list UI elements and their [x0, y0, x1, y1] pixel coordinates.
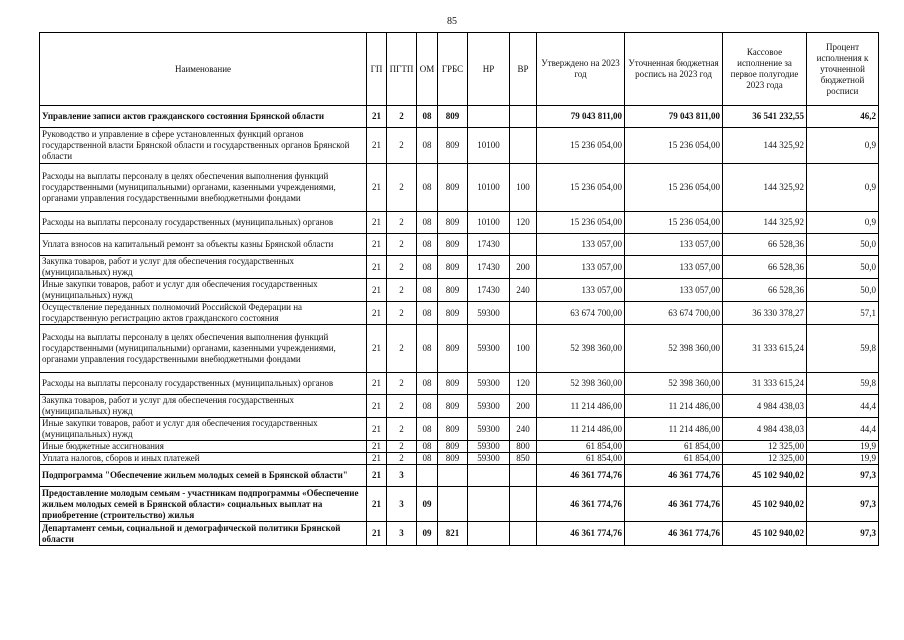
page-number: 85 — [447, 16, 457, 27]
cell-ppgp: 2 — [387, 106, 417, 128]
cell-approved: 15 236 054,00 — [537, 164, 625, 212]
cell-ppgp: 2 — [387, 128, 417, 164]
cell-approved: 61 854,00 — [537, 441, 625, 453]
cell-name: Закупка товаров, работ и услуг для обеспечения государственных (муниципальных) нужд — [40, 395, 367, 418]
cell-percent: 50,0 — [807, 279, 879, 302]
cell-percent: 97,3 — [807, 465, 879, 487]
header-om: ОМ — [417, 33, 438, 106]
cell-ppgp: 2 — [387, 373, 417, 395]
cell-ppgp: 2 — [387, 234, 417, 256]
cell-np: 59300 — [468, 325, 510, 373]
table-row — [40, 279, 879, 302]
cell-np: 17430 — [468, 256, 510, 279]
cell-name: Департамент семьи, социальной и демографической политики Брянской области — [40, 522, 367, 546]
table-row — [40, 128, 879, 164]
cell-approved: 133 057,00 — [537, 234, 625, 256]
cell-grbs: 809 — [438, 106, 468, 128]
cell-vr: 800 — [510, 441, 537, 453]
cell-vr — [510, 234, 537, 256]
cell-percent: 59,8 — [807, 373, 879, 395]
cell-ppgp: 3 — [387, 487, 417, 522]
cell-refined: 11 214 486,00 — [625, 418, 723, 441]
table-row — [40, 441, 879, 453]
cell-grbs: 809 — [438, 418, 468, 441]
cell-np — [468, 487, 510, 522]
cell-cash: 36 330 378,27 — [723, 302, 807, 325]
cell-om: 08 — [417, 256, 438, 279]
cell-gp: 21 — [367, 302, 387, 325]
cell-om: 08 — [417, 234, 438, 256]
cell-percent: 46,2 — [807, 106, 879, 128]
cell-refined: 79 043 811,00 — [625, 106, 723, 128]
cell-name: Расходы на выплаты персоналу в целях обеспечения выполнения функций государственными (муниципальными) органами, казенными учреждениями, органами управления государственными внебюджетными фондами — [40, 164, 367, 212]
cell-grbs: 809 — [438, 441, 468, 453]
cell-gp: 21 — [367, 487, 387, 522]
cell-refined: 11 214 486,00 — [625, 395, 723, 418]
cell-name: Руководство и управление в сфере установленных функций органов государственной власти Брянской области и государственных органов Брянской области — [40, 128, 367, 164]
cell-approved: 61 854,00 — [537, 453, 625, 465]
header-row — [40, 33, 879, 106]
cell-name: Расходы на выплаты персоналу государственных (муниципальных) органов — [40, 212, 367, 234]
cell-cash: 45 102 940,02 — [723, 522, 807, 546]
cell-cash: 36 541 232,55 — [723, 106, 807, 128]
cell-gp: 21 — [367, 256, 387, 279]
cell-np: 59300 — [468, 373, 510, 395]
cell-grbs: 809 — [438, 373, 468, 395]
cell-cash: 4 984 438,03 — [723, 395, 807, 418]
cell-ppgp: 2 — [387, 395, 417, 418]
cell-refined: 61 854,00 — [625, 441, 723, 453]
table-row — [40, 418, 879, 441]
table-row — [40, 487, 879, 522]
cell-name: Расходы на выплаты персоналу в целях обеспечения выполнения функций государственными (муниципальными) органами, казенными учреждениями, органами управления государственными внебюджетными фондами — [40, 325, 367, 373]
table-row — [40, 395, 879, 418]
cell-refined: 61 854,00 — [625, 453, 723, 465]
cell-gp: 21 — [367, 279, 387, 302]
cell-gp: 21 — [367, 418, 387, 441]
cell-grbs: 809 — [438, 279, 468, 302]
cell-vr: 100 — [510, 164, 537, 212]
cell-vr: 120 — [510, 212, 537, 234]
cell-np: 10100 — [468, 212, 510, 234]
cell-approved: 15 236 054,00 — [537, 128, 625, 164]
cell-cash: 45 102 940,02 — [723, 465, 807, 487]
cell-np: 59300 — [468, 395, 510, 418]
cell-approved: 52 398 360,00 — [537, 325, 625, 373]
cell-vr — [510, 128, 537, 164]
cell-cash: 66 528,36 — [723, 256, 807, 279]
cell-np: 17430 — [468, 234, 510, 256]
cell-om: 08 — [417, 106, 438, 128]
table-row — [40, 522, 879, 546]
cell-vr: 200 — [510, 256, 537, 279]
table-row — [40, 164, 879, 212]
cell-refined: 46 361 774,76 — [625, 465, 723, 487]
header-approved: Утверждено на 2023 год — [537, 33, 625, 106]
cell-approved: 79 043 811,00 — [537, 106, 625, 128]
cell-cash: 31 333 615,24 — [723, 325, 807, 373]
cell-percent: 57,1 — [807, 302, 879, 325]
table-row — [40, 325, 879, 373]
cell-approved: 133 057,00 — [537, 279, 625, 302]
cell-om: 08 — [417, 441, 438, 453]
table-row — [40, 106, 879, 128]
cell-gp: 21 — [367, 465, 387, 487]
header-cash: Кассовое исполнение за первое полугодие 2023 года — [723, 33, 807, 106]
cell-np: 10100 — [468, 128, 510, 164]
cell-vr — [510, 302, 537, 325]
cell-gp: 21 — [367, 325, 387, 373]
cell-np — [468, 106, 510, 128]
cell-approved: 52 398 360,00 — [537, 373, 625, 395]
cell-gp: 21 — [367, 373, 387, 395]
table-row — [40, 212, 879, 234]
cell-cash: 31 333 615,24 — [723, 373, 807, 395]
cell-ppgp: 3 — [387, 522, 417, 546]
cell-refined: 15 236 054,00 — [625, 164, 723, 212]
cell-gp: 21 — [367, 164, 387, 212]
cell-grbs: 809 — [438, 212, 468, 234]
cell-name: Иные закупки товаров, работ и услуг для обеспечения государственных (муниципальных) нужд — [40, 279, 367, 302]
cell-grbs: 809 — [438, 256, 468, 279]
cell-om: 08 — [417, 395, 438, 418]
cell-grbs: 809 — [438, 302, 468, 325]
cell-np: 17430 — [468, 279, 510, 302]
table-row — [40, 234, 879, 256]
cell-name: Осуществление переданных полномочий Российской Федерации на государственную регистрацию актов гражданского состояния — [40, 302, 367, 325]
cell-vr: 200 — [510, 395, 537, 418]
cell-percent: 19,9 — [807, 441, 879, 453]
table-row — [40, 302, 879, 325]
cell-grbs: 821 — [438, 522, 468, 546]
cell-vr: 850 — [510, 453, 537, 465]
cell-ppgp: 2 — [387, 164, 417, 212]
cell-np — [468, 465, 510, 487]
cell-om: 08 — [417, 279, 438, 302]
header-vr: ВР — [510, 33, 537, 106]
cell-refined: 133 057,00 — [625, 234, 723, 256]
cell-cash: 45 102 940,02 — [723, 487, 807, 522]
cell-percent: 44,4 — [807, 418, 879, 441]
header-name: Наименование — [40, 33, 367, 106]
cell-grbs: 809 — [438, 234, 468, 256]
cell-grbs — [438, 465, 468, 487]
cell-refined: 46 361 774,76 — [625, 487, 723, 522]
cell-ppgp: 2 — [387, 325, 417, 373]
cell-np: 59300 — [468, 453, 510, 465]
cell-gp: 21 — [367, 106, 387, 128]
cell-ppgp: 3 — [387, 465, 417, 487]
cell-om: 08 — [417, 418, 438, 441]
cell-gp: 21 — [367, 441, 387, 453]
cell-gp: 21 — [367, 522, 387, 546]
cell-refined: 15 236 054,00 — [625, 212, 723, 234]
cell-gp: 21 — [367, 212, 387, 234]
cell-om: 08 — [417, 212, 438, 234]
cell-np: 10100 — [468, 164, 510, 212]
cell-grbs: 809 — [438, 395, 468, 418]
cell-grbs: 809 — [438, 164, 468, 212]
cell-name: Подпрограмма "Обеспечение жильем молодых семей в Брянской области" — [40, 465, 367, 487]
cell-refined: 133 057,00 — [625, 279, 723, 302]
cell-approved: 11 214 486,00 — [537, 418, 625, 441]
cell-refined: 46 361 774,76 — [625, 522, 723, 546]
cell-vr — [510, 522, 537, 546]
cell-name: Иные закупки товаров, работ и услуг для обеспечения государственных (муниципальных) нужд — [40, 418, 367, 441]
cell-cash: 66 528,36 — [723, 234, 807, 256]
cell-name: Управление записи актов гражданского состояния Брянской области — [40, 106, 367, 128]
header-gp: ГП — [367, 33, 387, 106]
cell-approved: 46 361 774,76 — [537, 522, 625, 546]
cell-percent: 50,0 — [807, 256, 879, 279]
cell-approved: 46 361 774,76 — [537, 487, 625, 522]
cell-ppgp: 2 — [387, 441, 417, 453]
cell-cash: 144 325,92 — [723, 164, 807, 212]
cell-approved: 11 214 486,00 — [537, 395, 625, 418]
cell-vr: 240 — [510, 418, 537, 441]
cell-gp: 21 — [367, 128, 387, 164]
table-row — [40, 465, 879, 487]
cell-name: Расходы на выплаты персоналу государственных (муниципальных) органов — [40, 373, 367, 395]
cell-om: 08 — [417, 453, 438, 465]
cell-ppgp: 2 — [387, 212, 417, 234]
table-row — [40, 373, 879, 395]
cell-grbs: 809 — [438, 453, 468, 465]
cell-om: 08 — [417, 325, 438, 373]
cell-refined: 63 674 700,00 — [625, 302, 723, 325]
cell-vr — [510, 487, 537, 522]
cell-grbs: 809 — [438, 128, 468, 164]
cell-om: 08 — [417, 302, 438, 325]
header-ppgp: ПГТП — [387, 33, 417, 106]
cell-cash: 144 325,92 — [723, 212, 807, 234]
cell-ppgp: 2 — [387, 256, 417, 279]
cell-percent: 0,9 — [807, 128, 879, 164]
cell-approved: 133 057,00 — [537, 256, 625, 279]
cell-grbs — [438, 487, 468, 522]
cell-approved: 46 361 774,76 — [537, 465, 625, 487]
cell-percent: 50,0 — [807, 234, 879, 256]
cell-om: 09 — [417, 522, 438, 546]
cell-percent: 44,4 — [807, 395, 879, 418]
header-grbs: ГРБС — [438, 33, 468, 106]
cell-refined: 133 057,00 — [625, 256, 723, 279]
cell-ppgp: 2 — [387, 302, 417, 325]
cell-approved: 63 674 700,00 — [537, 302, 625, 325]
cell-name: Иные бюджетные ассигнования — [40, 441, 367, 453]
cell-np — [468, 522, 510, 546]
cell-vr: 120 — [510, 373, 537, 395]
table-row — [40, 453, 879, 465]
cell-approved: 15 236 054,00 — [537, 212, 625, 234]
cell-om: 08 — [417, 164, 438, 212]
cell-refined: 52 398 360,00 — [625, 325, 723, 373]
cell-vr — [510, 106, 537, 128]
cell-gp: 21 — [367, 395, 387, 418]
header-percent: Процент исполнения к уточненной бюджетной росписи — [807, 33, 879, 106]
cell-om — [417, 465, 438, 487]
cell-vr: 100 — [510, 325, 537, 373]
cell-om: 09 — [417, 487, 438, 522]
cell-om: 08 — [417, 373, 438, 395]
cell-percent: 19,9 — [807, 453, 879, 465]
cell-name: Предоставление молодым семьям - участникам подпрограммы «Обеспечение жильем молодых семей в Брянской области» социальных выплат на приобретение (строительство) жилья — [40, 487, 367, 522]
cell-gp: 21 — [367, 453, 387, 465]
cell-gp: 21 — [367, 234, 387, 256]
header-np: НР — [468, 33, 510, 106]
cell-vr — [510, 465, 537, 487]
header-refined: Уточненная бюджетная роспись на 2023 год — [625, 33, 723, 106]
cell-name: Уплата налогов, сборов и иных платежей — [40, 453, 367, 465]
cell-cash: 4 984 438,03 — [723, 418, 807, 441]
cell-refined: 52 398 360,00 — [625, 373, 723, 395]
cell-ppgp: 2 — [387, 453, 417, 465]
cell-np: 59300 — [468, 302, 510, 325]
cell-ppgp: 2 — [387, 418, 417, 441]
budget-table — [39, 32, 879, 546]
cell-percent: 97,3 — [807, 522, 879, 546]
cell-vr: 240 — [510, 279, 537, 302]
cell-cash: 12 325,00 — [723, 441, 807, 453]
cell-percent: 59,8 — [807, 325, 879, 373]
cell-name: Уплата взносов на капитальный ремонт за объекты казны Брянской области — [40, 234, 367, 256]
cell-name: Закупка товаров, работ и услуг для обеспечения государственных (муниципальных) нужд — [40, 256, 367, 279]
cell-percent: 0,9 — [807, 212, 879, 234]
cell-percent: 97,3 — [807, 487, 879, 522]
cell-percent: 0,9 — [807, 164, 879, 212]
cell-cash: 12 325,00 — [723, 453, 807, 465]
cell-cash: 66 528,36 — [723, 279, 807, 302]
table-row — [40, 256, 879, 279]
cell-ppgp: 2 — [387, 279, 417, 302]
cell-cash: 144 325,92 — [723, 128, 807, 164]
cell-np: 59300 — [468, 418, 510, 441]
cell-grbs: 809 — [438, 325, 468, 373]
cell-np: 59300 — [468, 441, 510, 453]
cell-refined: 15 236 054,00 — [625, 128, 723, 164]
cell-om: 08 — [417, 128, 438, 164]
